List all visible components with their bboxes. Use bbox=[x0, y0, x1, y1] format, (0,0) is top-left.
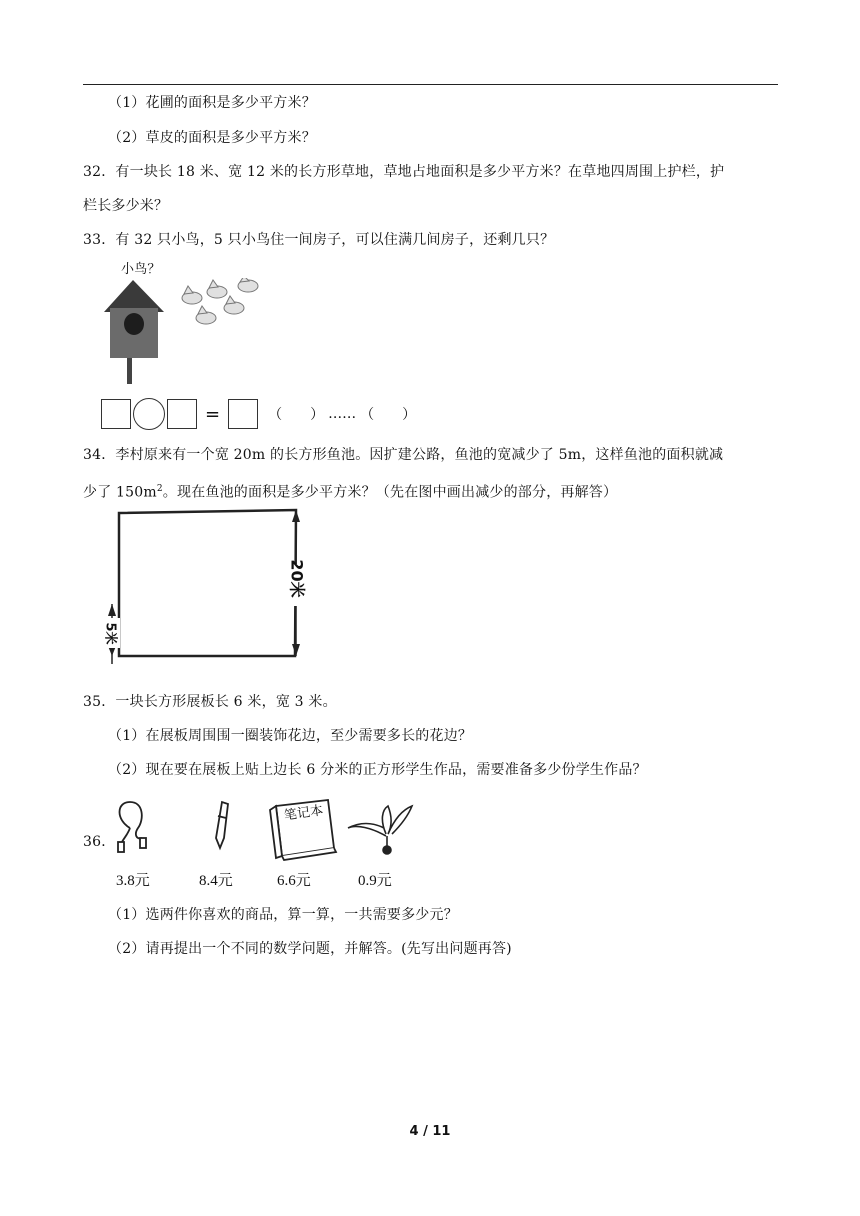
birdhouse-pole bbox=[127, 358, 132, 384]
q32-text: 32．有一块长 18 米、宽 12 米的长方形草地，草地占地面积是多少平方米？在草地四周围上护栏，护 bbox=[83, 164, 725, 180]
birdhouse-hole bbox=[124, 313, 144, 335]
q31-part1: （1）花圃的面积是多少平方米？ bbox=[108, 95, 316, 111]
q33-text: 33．有 32 只小鸟，5 只小鸟住一间房子，可以住满几间房子，还剩几只？ bbox=[83, 232, 555, 248]
pond-rectangle bbox=[119, 510, 296, 656]
q34-question-text: 。现在鱼池的面积是多少平方米？（先在图中画出减少的部分，再解答） bbox=[162, 484, 618, 501]
q35-part1: （1）在展板周围围一圈装饰花边，至少需要多长的花边？ bbox=[108, 728, 473, 744]
price-jump-rope: 3.8元 bbox=[116, 873, 150, 889]
price-notebook: 6.6元 bbox=[277, 873, 311, 889]
birdhouse-illustration bbox=[100, 278, 275, 384]
q36-number: 36． bbox=[83, 834, 116, 850]
price-shuttlecock: 0.9元 bbox=[358, 873, 392, 889]
quotient-blank[interactable]: （ ） bbox=[268, 407, 325, 423]
q36-part1: （1）选两件你喜欢的商品，算一算，一共需要多少元？ bbox=[108, 907, 458, 923]
birdhouse-roof bbox=[104, 280, 164, 312]
price-pen: 8.4元 bbox=[199, 873, 233, 889]
notebook-label: 笔记本 bbox=[283, 803, 325, 824]
arrow-bottom bbox=[292, 644, 300, 656]
answer-box[interactable] bbox=[167, 399, 197, 429]
remainder-dots: …… bbox=[328, 406, 357, 422]
bird-icon bbox=[224, 296, 244, 314]
shuttlecock-icon bbox=[348, 806, 412, 854]
equals-sign: = bbox=[205, 403, 221, 425]
jump-rope-icon bbox=[118, 802, 146, 852]
q35-text: 35．一块长方形展板长 6 米，宽 3 米。 bbox=[83, 694, 337, 710]
q34-area-text: 少了 150m bbox=[83, 484, 157, 501]
q31-part2: （2）草皮的面积是多少平方米？ bbox=[108, 130, 316, 146]
bird-icon bbox=[238, 278, 258, 292]
arrow-up bbox=[108, 604, 116, 616]
bird-icon bbox=[182, 286, 202, 304]
q36-part2: （2）请再提出一个不同的数学问题，并解答。(先写出问题再答) bbox=[108, 941, 512, 957]
answer-box[interactable] bbox=[228, 399, 258, 429]
bird-icon bbox=[196, 306, 216, 324]
q34-text-cont bbox=[83, 479, 617, 503]
q34-text: 34．李村原来有一个宽 20m 的长方形鱼池。因扩建公路，鱼池的宽减少了 5m，这样鱼池的面积就减 bbox=[83, 447, 724, 463]
birds-group bbox=[182, 278, 258, 324]
width-label-20m: 20米 bbox=[287, 559, 307, 598]
bird-icon bbox=[207, 280, 227, 298]
division-equation bbox=[101, 397, 416, 431]
square-superscript: 2 bbox=[156, 484, 163, 494]
arrow-top bbox=[292, 510, 300, 522]
products-illustration bbox=[110, 798, 420, 862]
operator-circle[interactable] bbox=[133, 398, 165, 430]
header-rule bbox=[83, 84, 778, 85]
pen-icon bbox=[216, 802, 228, 848]
page-number: 4 / 11 bbox=[409, 1124, 451, 1139]
remainder-blank[interactable]: （ ） bbox=[360, 407, 417, 423]
reduced-label-5m: 5米 bbox=[102, 622, 118, 645]
answer-box[interactable] bbox=[101, 399, 131, 429]
q32-text-cont: 栏长多少米？ bbox=[83, 198, 169, 214]
birdhouse-label: 小鸟？ bbox=[121, 262, 161, 277]
q35-part2: （2）现在要在展板上贴上边长 6 分米的正方形学生作品，需要准备多少份学生作品？ bbox=[108, 762, 647, 778]
